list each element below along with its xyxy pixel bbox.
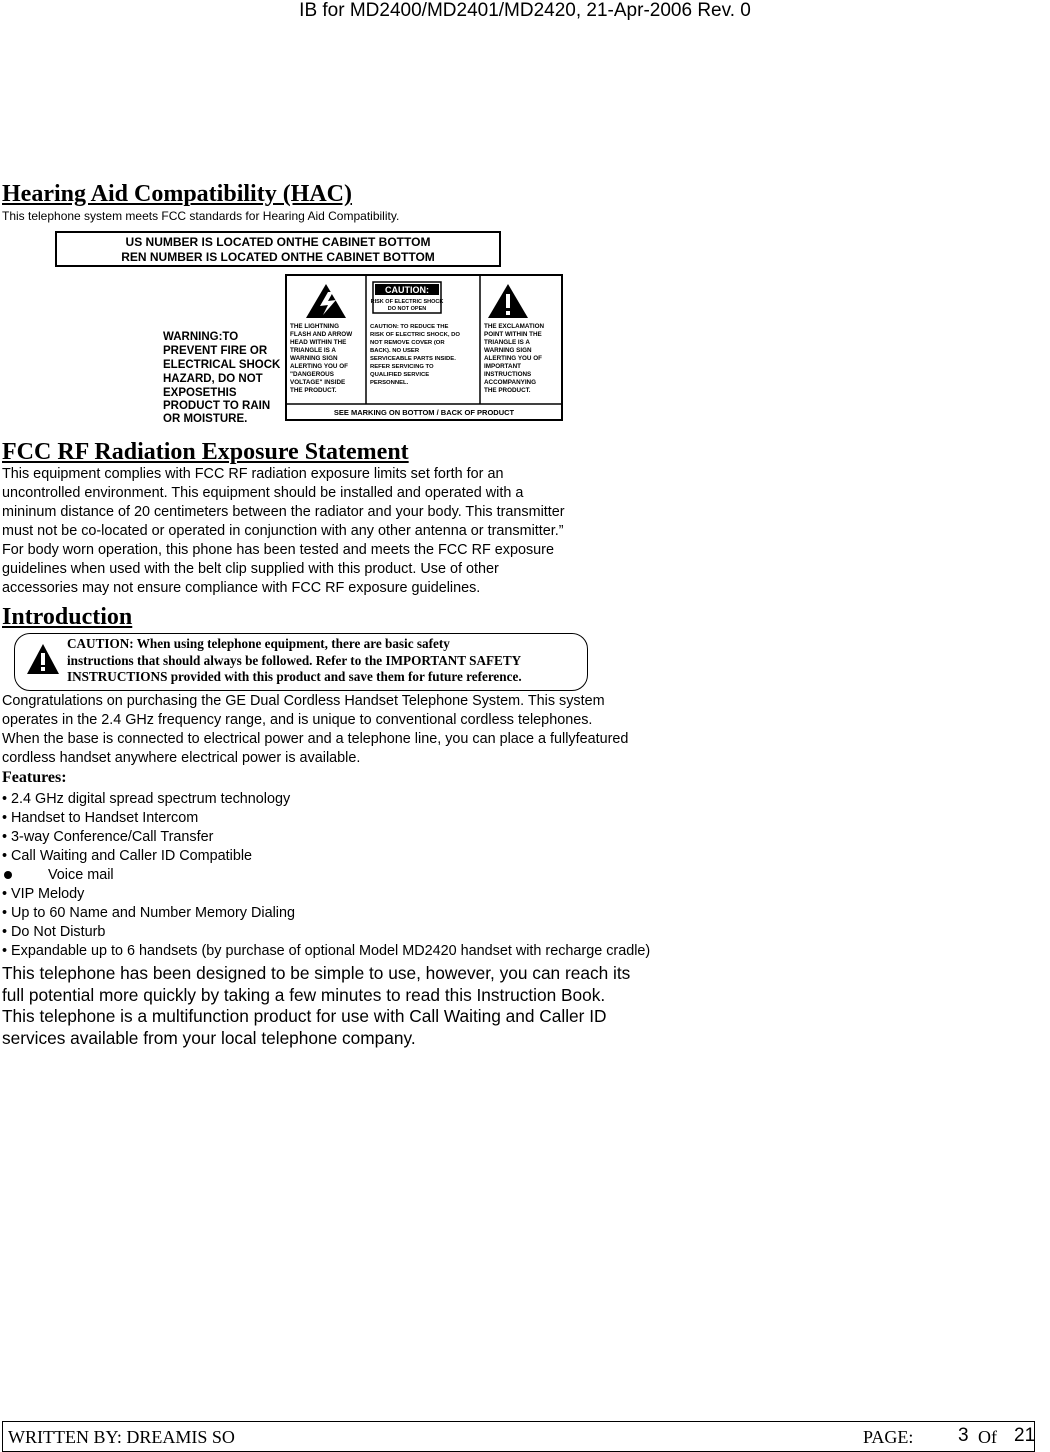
- fcc-line: For body worn operation, this phone has been tested and meets the FCC RF exposure: [2, 542, 554, 558]
- intro-paragraph: [2, 692, 902, 768]
- list-item: [2, 866, 650, 885]
- features-list: [2, 790, 650, 961]
- col2-line: NOT REMOVE COVER (OR: [370, 340, 445, 346]
- col3-line: ACCOMPANYING: [484, 379, 537, 386]
- list-item: • Call Waiting and Caller ID Compatible: [2, 848, 253, 864]
- col2-line: REFER SERVICING TO: [370, 364, 434, 370]
- col3-line: WARNING SIGN: [484, 347, 532, 354]
- warning-line: ELECTRICAL SHOCK: [163, 359, 281, 371]
- col3-line: TRIANGLE IS A: [484, 339, 530, 346]
- fcc-line: accessories may not ensure compliance with FCC RF exposure guidelines.: [2, 580, 481, 596]
- col2-line: RISK OF ELECTRIC SHOCK, DO: [370, 332, 460, 338]
- intro-line: cordless handset anywhere electrical power is available.: [2, 750, 361, 766]
- col3-line: THE PRODUCT.: [484, 387, 531, 394]
- list-item: • 3-way Conference/Call Transfer: [2, 829, 214, 845]
- col3-line: POINT WITHIN THE: [484, 331, 542, 338]
- page-of: Of: [978, 1427, 997, 1447]
- caution-banner-line: INSTRUCTIONS provided with this product and save them for future reference.: [67, 669, 522, 684]
- list-item: • 2.4 GHz digital spread spectrum technology: [2, 791, 291, 807]
- col1-line: THE LIGHTNING: [290, 323, 339, 330]
- warning-line: PREVENT FIRE OR: [163, 345, 268, 357]
- caution-sub: DO NOT OPEN: [387, 306, 427, 312]
- label-line-2: REN NUMBER IS LOCATED ONTHE CABINET BOTTOM: [121, 250, 435, 264]
- caution-banner-line: CAUTION: When using telephone equipment, there are basic safety: [67, 636, 450, 651]
- list-item-text: Voice mail: [48, 867, 114, 883]
- hac-heading: Hearing Aid Compatibility (HAC): [2, 181, 353, 207]
- caution-banner: [14, 633, 588, 691]
- col2-line: QUALIFIED SERVICE: [370, 372, 430, 378]
- list-item: • Up to 60 Name and Number Memory Dialing: [2, 905, 295, 921]
- col3-line: ALERTING YOU OF: [484, 355, 542, 362]
- fcc-line: mininum distance of 20 centimeters between the radiator and your body. This transmitter: [2, 504, 565, 520]
- label-bottom-text: SEE MARKING ON BOTTOM / BACK OF PRODUCT: [333, 408, 515, 417]
- closing-line: services available from your local telephone company.: [2, 1027, 416, 1048]
- page-number: 3: [958, 1425, 969, 1446]
- fcc-line: guidelines when used with the belt clip supplied with this product. Use of other: [2, 561, 499, 577]
- col1-line: HEAD WITHIN THE: [290, 339, 347, 346]
- list-item: • VIP Melody: [2, 886, 85, 902]
- page-footer: [2, 1421, 1035, 1452]
- col2-line: PERSONNEL.: [370, 380, 409, 386]
- safety-label-image: [10, 228, 566, 424]
- closing-line: This telephone has been designed to be simple to use, however, you can reach its: [2, 963, 631, 983]
- fcc-line: must not be co-located or operated in conjunction with any other antenna or transmitter.”: [2, 523, 564, 539]
- fcc-line: This equipment complies with FCC RF radiation exposure limits set forth for an: [2, 466, 504, 482]
- col1-line: TRIANGLE IS A: [290, 347, 336, 354]
- document-header: IB for MD2400/MD2401/MD2420, 21-Apr-2006 Rev. 0: [299, 0, 751, 21]
- list-item: • Do Not Disturb: [2, 924, 106, 940]
- page-label: PAGE:: [863, 1427, 914, 1447]
- list-item: • Handset to Handset Intercom: [2, 810, 199, 826]
- fcc-line: uncontrolled environment. This equipment should be installed and operated with a: [2, 485, 524, 501]
- caution-triangle-icon: [25, 642, 61, 676]
- warning-line: EXPOSETHIS: [163, 387, 237, 399]
- closing-line: full potential more quickly by taking a few minutes to read this Instruction Book.: [2, 984, 606, 1005]
- col1-line: ALERTING YOU OF: [290, 363, 348, 370]
- hac-text: This telephone system meets FCC standards for Hearing Aid Compatibility.: [2, 209, 400, 223]
- list-item: • Expandable up to 6 handsets (by purchase of optional Model MD2420 handset with recharge cradle): [2, 943, 651, 959]
- features-title: Features:: [2, 769, 67, 786]
- col2-line: SERVICEABLE PARTS INSIDE.: [370, 356, 456, 362]
- closing-paragraph: [2, 963, 902, 1049]
- col3-line: INSTRUCTIONS: [484, 371, 532, 378]
- intro-line: When the base is connected to electrical power and a telephone line, you can place a fullyfeatured: [2, 731, 629, 747]
- col1-line: "DANGEROUS: [290, 371, 334, 378]
- caution-sub: RISK OF ELECTRIC SHOCK: [370, 299, 444, 305]
- col2-line: CAUTION: TO REDUCE THE: [370, 324, 449, 330]
- written-by: WRITTEN BY: DREAMIS SO: [8, 1427, 235, 1447]
- col3-line: THE EXCLAMATION: [484, 323, 545, 330]
- introduction-heading: Introduction: [2, 604, 133, 630]
- closing-line: This telephone is a multifunction product for use with Call Waiting and Caller ID: [2, 1006, 607, 1026]
- col3-line: IMPORTANT: [484, 363, 521, 370]
- col1-line: WARNING SIGN: [290, 355, 338, 362]
- page-total: 21: [1014, 1425, 1036, 1446]
- bullet-dot-icon: [4, 871, 12, 879]
- fcc-heading: FCC RF Radiation Exposure Statement: [2, 439, 409, 465]
- col1-line: FLASH AND ARROW: [290, 331, 353, 338]
- warning-line: HAZARD, DO NOT: [163, 373, 263, 385]
- warning-line: PRODUCT TO RAIN: [163, 400, 271, 412]
- label-line-1: US NUMBER IS LOCATED ONTHE CABINET BOTTOM: [125, 235, 431, 249]
- warning-line: WARNING:TO: [163, 331, 239, 343]
- caution-banner-line: instructions that should always be followed. Refer to the IMPORTANT SAFETY: [67, 652, 522, 668]
- warning-line: OR MOISTURE.: [163, 413, 248, 424]
- col2-line: BACK). NO USER: [370, 348, 420, 354]
- intro-line: Congratulations on purchasing the GE Dual Cordless Handset Telephone System. This system: [2, 693, 605, 709]
- col1-line: VOLTAGE" INSIDE: [290, 379, 346, 386]
- col1-line: THE PRODUCT.: [290, 387, 337, 394]
- intro-line: operates in the 2.4 GHz frequency range, and is unique to conventional cordless telephones.: [2, 712, 593, 728]
- fcc-statement: [2, 465, 802, 598]
- caution-title: CAUTION:: [385, 285, 429, 295]
